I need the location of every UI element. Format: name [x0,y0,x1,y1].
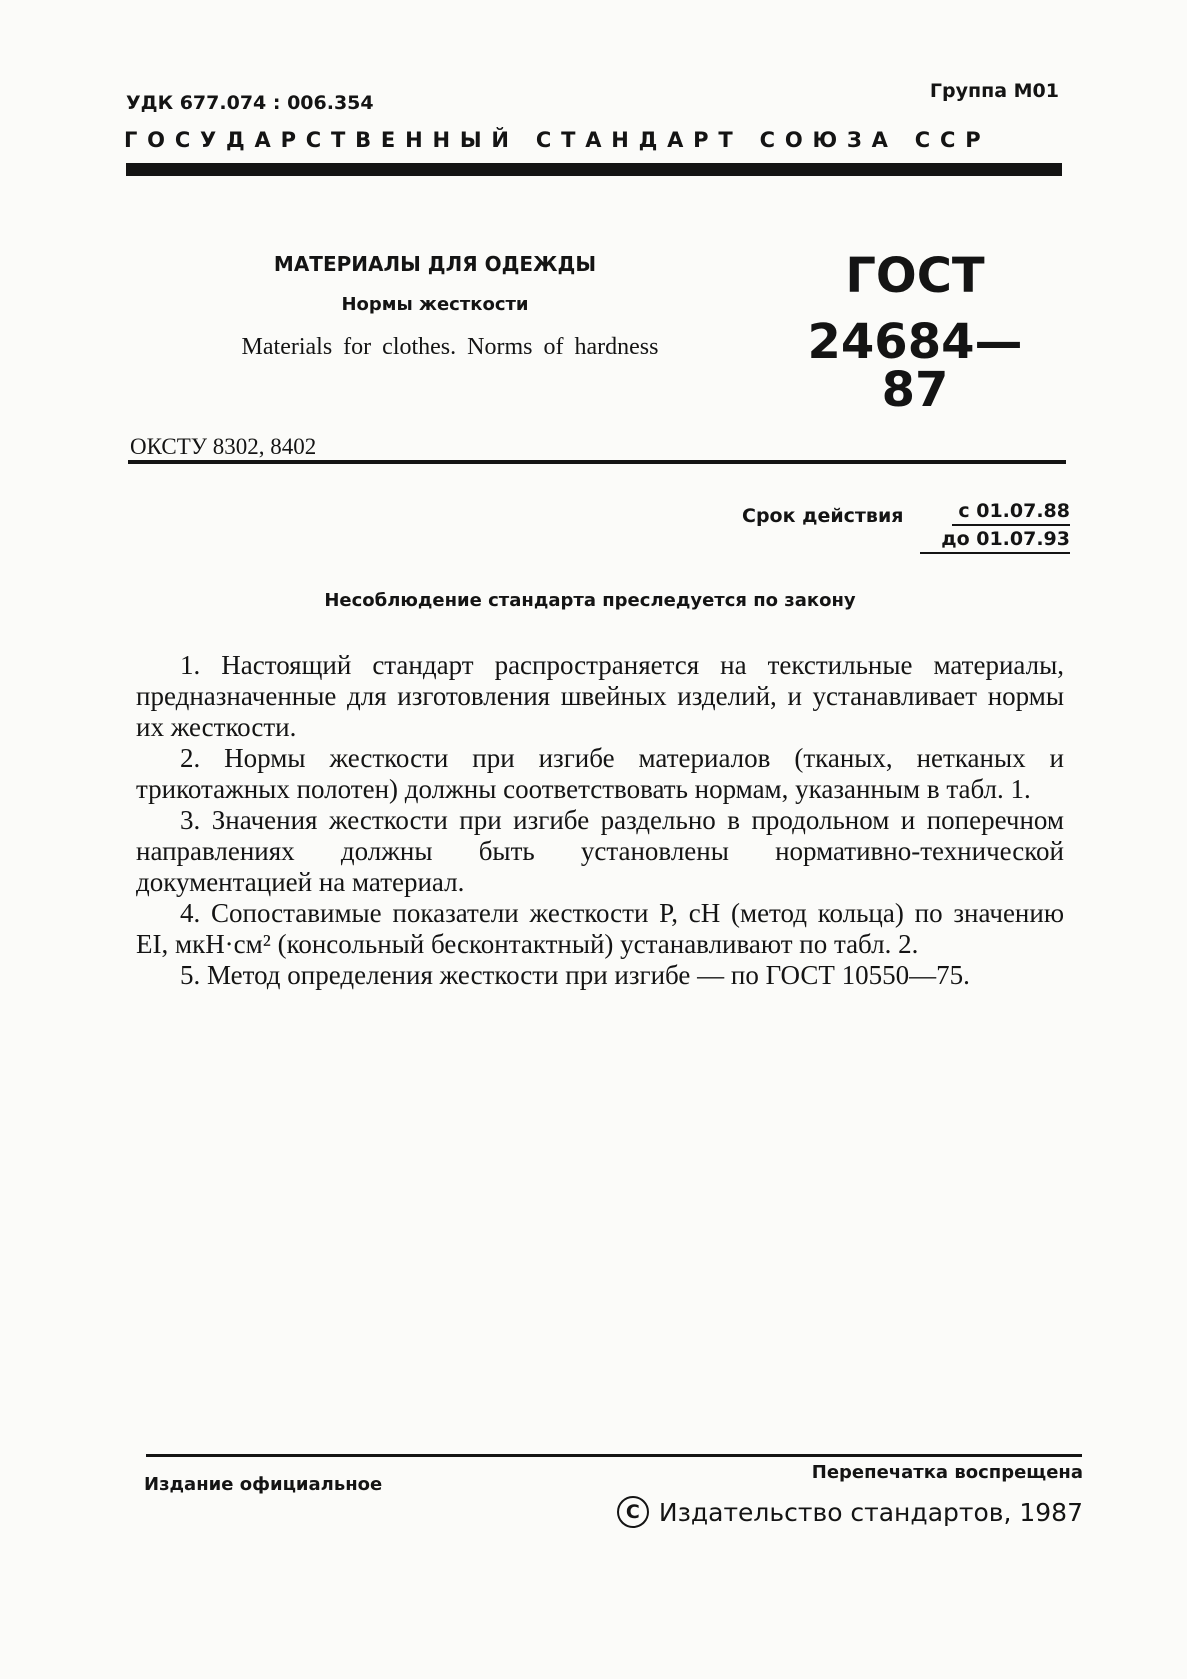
gost-number: 24684—87 [807,314,1023,418]
gost-label: ГОСТ [845,248,985,304]
paragraph-3: 3. Значения жесткости при изгибе раздельно в продольном и поперечном направлениях должны быть установлены нормативно-технической документацией на материал. [136,805,1064,897]
official-edition-label: Издание официальное [144,1474,383,1495]
legal-notice: Несоблюдение стандарта преследуется по закону [324,590,856,611]
footer-rule [146,1454,1082,1457]
document-title-ru: МАТЕРИАЛЫ ДЛЯ ОДЕЖДЫ [273,252,597,276]
state-standard-heading: ГОСУДАРСТВЕННЫЙ СТАНДАРТ СОЮЗА ССР [124,128,991,152]
udk-code: УДК 677.074 : 006.354 [126,92,374,114]
okstu-code: ОКСТУ 8302, 8402 [130,434,317,459]
header-rule [126,163,1062,176]
document-subtitle-ru: Нормы жесткости [341,294,529,315]
group-code: Группа М01 [929,80,1059,102]
reprint-prohibited-label: Перепечатка воспрещена [811,1462,1083,1483]
standard-body [136,650,1064,991]
paragraph-1: 1. Настоящий стандарт распространяется на текстильные материалы, предназначенные для изготовления швейных изделий, и устанавливает нормы их жесткости. [136,650,1064,742]
publisher-line [617,1496,1083,1528]
paragraph-2: 2. Нормы жесткости при изгибе материалов (тканых, нетканых и трикотажных полотен) должны соответствовать нормам, указанным в табл. 1. [136,743,1064,804]
validity-label: Срок действия [742,505,904,527]
paragraph-5: 5. Метод определения жесткости при изгибе — по ГОСТ 10550—75. [180,960,970,990]
publisher-text: Издательство стандартов, 1987 [658,1497,1083,1527]
validity-dates [930,500,1070,554]
valid-from-date: с 01.07.88 [952,500,1070,526]
valid-to-date: до 01.07.93 [920,528,1070,554]
copyright-icon: C [617,1496,649,1528]
paragraph-4: 4. Сопоставимые показатели жесткости P, сН (метод кольца) по значению EI, мкН·см² (консольный бесконтактный) устанавливают по табл. 2. [136,898,1064,959]
section-rule [128,460,1066,464]
document-title-en: Materials for clothes. Norms of hardness [241,334,659,360]
